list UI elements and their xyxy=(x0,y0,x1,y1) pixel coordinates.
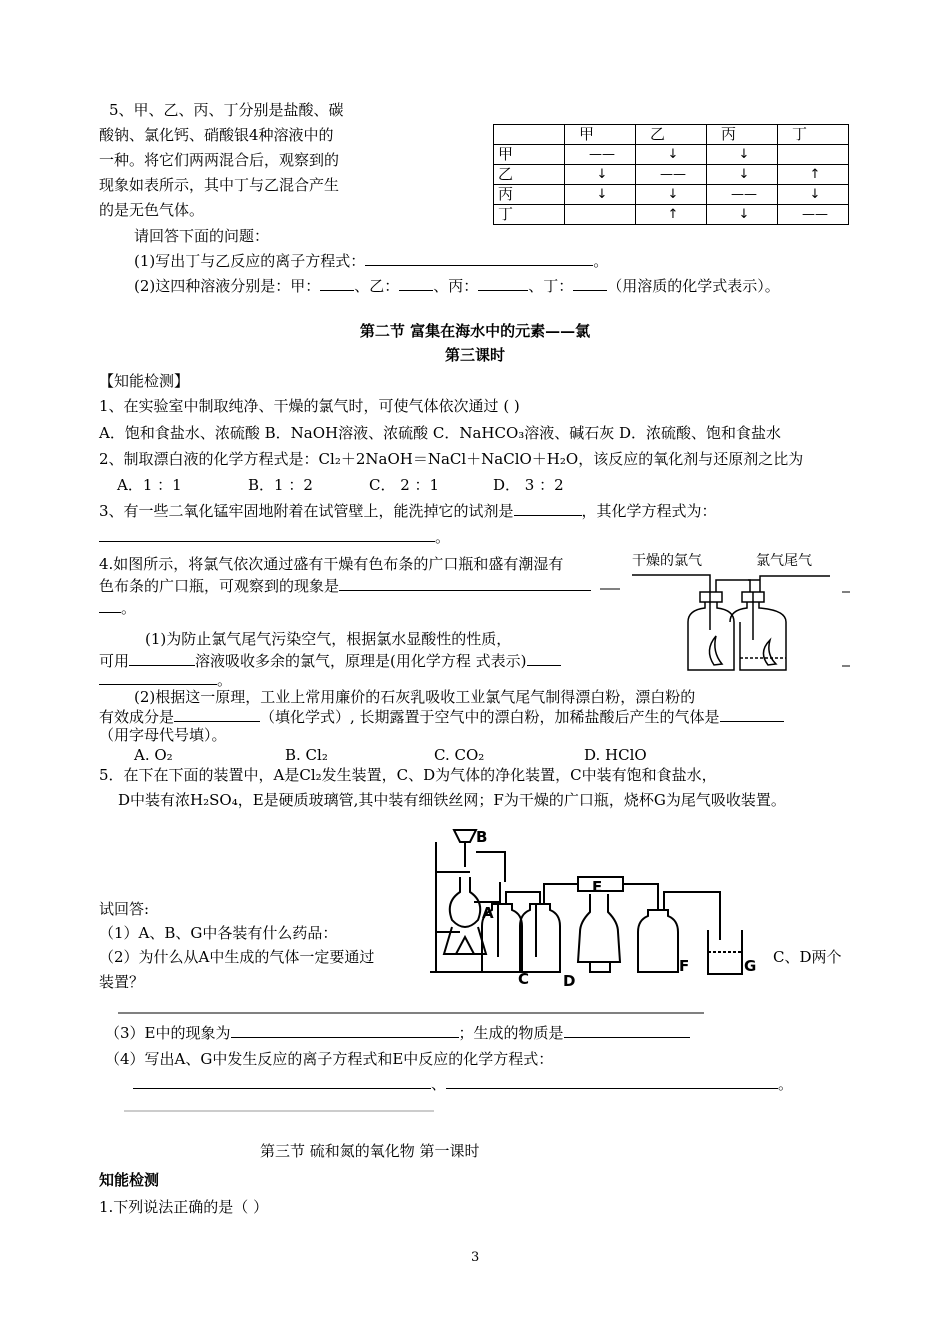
item-4-text: 色布条的广口瓶，可观察到的现象是 xyxy=(99,577,340,595)
answer-blank[interactable] xyxy=(564,1022,690,1038)
table-cell: ↓ xyxy=(636,185,707,205)
item-2-option-c: C． 2 ：1 xyxy=(369,476,440,494)
item-4-end: 。 xyxy=(217,671,233,689)
q5-sub2-text: （用溶质的化学式表示）。 xyxy=(607,277,780,295)
table-cell: ↑ xyxy=(636,205,707,225)
table-cell: 丙 xyxy=(707,125,778,145)
table-row xyxy=(494,165,849,185)
item-5-q1: （1）A、B、G中各装有什么药品： xyxy=(99,924,338,942)
item-5-sep: 、 xyxy=(431,1075,447,1093)
q5-sub2-text: 、丙： xyxy=(433,277,479,295)
answer-blank[interactable] xyxy=(174,706,260,722)
fig2-label-g: G xyxy=(744,957,757,975)
item-5-q4: （4）写出A、G中发生反应的离子方程式和E中反应的化学方程式： xyxy=(105,1050,554,1068)
answer-blank[interactable] xyxy=(231,1022,459,1038)
table-cell: ↓ xyxy=(636,145,707,165)
item-1: 1、在实验室中制取纯净、干燥的氯气时，可使气体依次通过 ( ) xyxy=(99,397,520,415)
table-row xyxy=(494,185,849,205)
item-5-end: 。 xyxy=(778,1075,794,1093)
answer-blank[interactable] xyxy=(133,1073,431,1089)
check-label: 【知能检测】 xyxy=(99,372,190,390)
fig2-label-d: D xyxy=(563,972,576,990)
item-1-options: A．饱和食盐水、浓硫酸 B．NaOH溶液、浓硫酸 C．NaHCO₃溶液、碱石灰 D．浓硫酸、饱和食盐水 xyxy=(99,424,782,442)
table-cell: 丁 xyxy=(494,205,565,225)
item-2-option-b: B．1 ：2 xyxy=(248,476,313,494)
item-4-end: 。 xyxy=(121,599,137,617)
table-cell: 丙 xyxy=(494,185,565,205)
item-4-text: 有效成分是 xyxy=(99,708,175,726)
item-4-text: 溶液吸收多余的氯气，原理是(用化学方程 式表示) xyxy=(195,652,527,670)
table-cell: 丁 xyxy=(778,125,849,145)
answer-blank[interactable] xyxy=(514,500,582,516)
section-title: 第二节 富集在海水中的元素——氯 xyxy=(359,322,591,340)
item-4-option-a: A. O₂ xyxy=(134,746,173,764)
q5-prompt: 请回答下面的问题： xyxy=(134,227,270,245)
fig2-label-c: C xyxy=(518,970,530,988)
fig2-label-e: E xyxy=(592,878,603,896)
table-row xyxy=(494,205,849,225)
answer-blank[interactable] xyxy=(446,1073,778,1089)
item-5-text: （3）E中的现象为 xyxy=(105,1024,231,1042)
fig2-label-b: B xyxy=(476,828,488,846)
q5-line-4: 现象如表所示，其中丁与乙混合产生 xyxy=(99,176,340,194)
item-3-line2 xyxy=(99,526,450,548)
item-3-text: ，其化学方程式为： xyxy=(581,502,717,520)
q5-line-3: 一种。将它们两两混合后，观察到的 xyxy=(99,151,340,169)
item-4-line2 xyxy=(99,575,591,597)
table-cell: ↑ xyxy=(778,165,849,185)
item-4-option-c: C. CO₂ xyxy=(434,746,485,764)
table-cell: ↓ xyxy=(778,185,849,205)
answer-blank[interactable] xyxy=(527,650,561,666)
gas-bottles-figure xyxy=(630,570,840,680)
table-cell: —— xyxy=(565,145,636,165)
answer-blank[interactable] xyxy=(573,275,607,291)
item-5-line1: 5．在下在下面的装置中，A是Cl₂发生装置，C、D为气体的净化装置，C中装有饱和食盐水， xyxy=(99,766,717,784)
table-cell xyxy=(494,125,565,145)
q5-sub1-end: 。 xyxy=(593,252,609,270)
item-4-line1: 4.如图所示，将氯气依次通过盛有干燥有色布条的广口瓶和盛有潮湿有 xyxy=(99,555,564,573)
table-cell: —— xyxy=(636,165,707,185)
answer-blank[interactable] xyxy=(320,275,354,291)
item-5-q2-right: C、D两个 xyxy=(773,948,842,966)
q5-sub2-text: (2)这四种溶液分别是：甲： xyxy=(134,277,321,295)
answer-blank[interactable] xyxy=(478,275,528,291)
table-cell: ↓ xyxy=(707,165,778,185)
item-5-q2: （2）为什么从A中生成的气体一定要通过 xyxy=(99,948,375,966)
item-4-text: （填化学式）, 长期露置于空气中的漂白粉，加稀盐酸后产生的气体是 xyxy=(260,708,720,726)
fig1-label-dry: 干燥的氯气 xyxy=(632,553,702,569)
mixing-table xyxy=(493,124,849,225)
q5-line-1: 5、甲、乙、丙、丁分别是盐酸、碳 xyxy=(109,101,344,119)
item-3 xyxy=(99,500,717,522)
answer-blank[interactable] xyxy=(720,706,784,722)
page-number: 3 xyxy=(471,1250,480,1265)
s3-question-1: 1.下列说法正确的是（ ） xyxy=(99,1198,269,1216)
check-label-2: 知能检测 xyxy=(99,1171,160,1189)
item-4-line3 xyxy=(99,597,136,619)
answer-blank[interactable] xyxy=(99,597,121,613)
q5-sub1-text: (1)写出丁与乙反应的离子方程式： xyxy=(134,252,366,270)
table-cell xyxy=(565,205,636,225)
fig1-label-tail: 氯气尾气 xyxy=(756,553,812,569)
table-cell: ↓ xyxy=(565,185,636,205)
item-5-text: ；生成的物质是 xyxy=(458,1024,564,1042)
q5-line-2: 酸钠、氯化钙、硝酸银4种溶液中的 xyxy=(99,126,334,144)
answer-blank[interactable] xyxy=(99,669,217,685)
q5-sub2 xyxy=(134,275,780,297)
table-cell: 乙 xyxy=(494,165,565,185)
table-cell: 甲 xyxy=(565,125,636,145)
item-3-text: 3、有一些二氧化锰牢固地附着在试管壁上，能洗掉它的试剂是 xyxy=(99,502,514,520)
table-row xyxy=(494,145,849,165)
item-5-q4-answers xyxy=(133,1073,793,1095)
item-5-ask: 试回答: xyxy=(99,900,150,918)
item-4-sub1-line1: (1)为防止氯气尾气污染空气，根据氯水显酸性的性质， xyxy=(145,630,512,648)
item-2-option-a: A．1 ：1 xyxy=(117,476,182,494)
table-cell: ↓ xyxy=(707,145,778,165)
item-5-q2-line2: 装置？ xyxy=(99,973,145,991)
item-5-line2: D中装有浓H₂SO₄，E是硬质玻璃管,其中装有细铁丝网；F为干燥的广口瓶，烧杯G为尾气吸收装置。 xyxy=(118,791,786,809)
answer-blank[interactable] xyxy=(339,575,591,591)
table-cell: 乙 xyxy=(636,125,707,145)
fig2-label-a: A xyxy=(482,904,494,922)
q5-sub2-text: 、乙： xyxy=(354,277,400,295)
item-4-text: 可用 xyxy=(99,652,130,670)
table-row xyxy=(494,125,849,145)
section3-title: 第三节 硫和氮的氧化物 第一课时 xyxy=(260,1142,480,1160)
item-4-option-d: D. HClO xyxy=(584,746,647,764)
item-2: 2、制取漂白液的化学方程式是：Cl₂＋2NaOH＝NaCl＋NaClO＋H₂O，该反应的氧化剂与还原剂之比为 xyxy=(99,450,804,468)
answer-line[interactable] xyxy=(118,1012,718,1016)
answer-blank[interactable] xyxy=(399,275,433,291)
answer-blank[interactable] xyxy=(99,526,435,542)
table-cell: 甲 xyxy=(494,145,565,165)
answer-blank[interactable] xyxy=(129,650,195,666)
section-subtitle: 第三课时 xyxy=(444,346,505,364)
q5-sub1-blank[interactable] xyxy=(365,250,593,266)
item-4-option-b: B. Cl₂ xyxy=(285,746,328,764)
fig2-label-f: F xyxy=(679,957,690,975)
answer-line[interactable] xyxy=(124,1110,444,1114)
item-2-option-d: D． 3 ：2 xyxy=(493,476,564,494)
table-cell: —— xyxy=(778,205,849,225)
q5-sub1 xyxy=(134,250,608,272)
table-cell: ↓ xyxy=(565,165,636,185)
item-4-sub2-line3: （用字母代号填）。 xyxy=(99,726,227,744)
item-3-end: 。 xyxy=(435,528,451,546)
item-4-sub2-line1: (2)根据这一原理，工业上常用廉价的石灰乳吸收工业氯气尾气制得漂白粉，漂白粉的 xyxy=(134,688,696,706)
q5-sub2-text: 、丁： xyxy=(528,277,574,295)
table-cell: ↓ xyxy=(707,205,778,225)
item-5-q3 xyxy=(105,1022,690,1044)
q5-line-5: 的是无色气体。 xyxy=(99,201,205,219)
table-cell: —— xyxy=(707,185,778,205)
table-cell xyxy=(778,145,849,165)
